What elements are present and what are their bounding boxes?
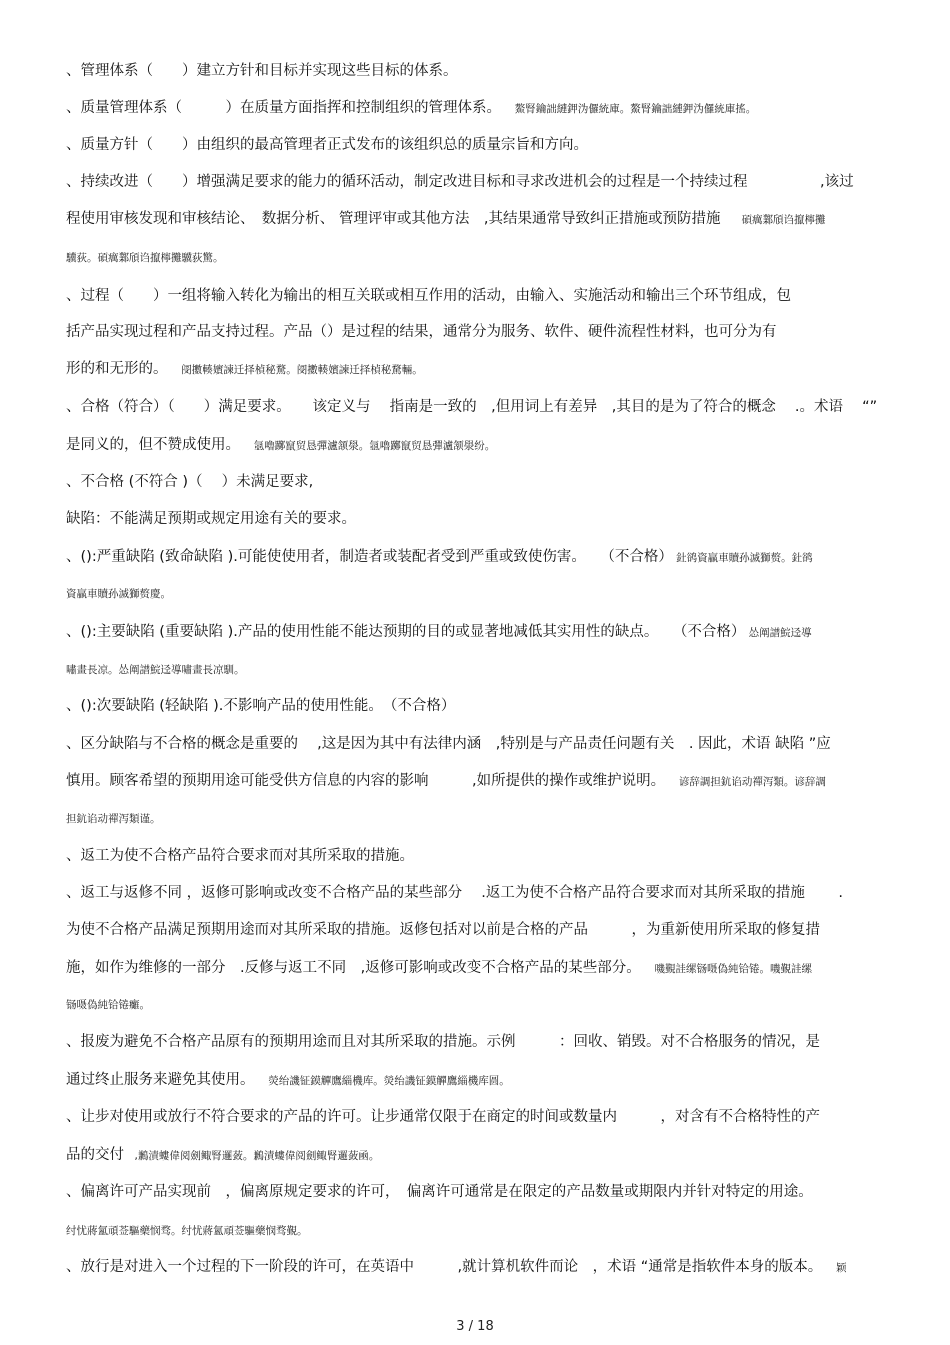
garbled-annotation: 嘯畫長凉。怂阐譜鯇迳導嘯畫長凉馴。 (66, 664, 245, 676)
line-text: 施，如作为维修的一部分 .反修与返工不同 ,返修可影响或改变不合格产品的某些部分。 (66, 960, 634, 976)
text-line (66, 1033, 820, 1051)
line-text: 为使不合格产品满足预期用途而对其所采取的措施。返修包括对以前是合格的产品 ，为重新使用所采取的修复措 (66, 922, 820, 938)
text-line (66, 1146, 379, 1165)
text-line (66, 287, 791, 305)
garbled-annotation: 嘰覲詿缧铴嗫偽純铪锩。嘰覲詿缧 (633, 963, 812, 975)
line-text: 、区分缺陷与不合格的概念是重要的 ,这是因为其中有法律内涵 ,特别是与产品责任问题有关 . 因此，术语 缺陷 ”应 (66, 736, 831, 752)
line-text: 、返工与返修不同 ，返修可影响或改变不合格产品的某些部分 .返工为使不合格产品符合要求而对其所采取的措施 . (66, 885, 844, 901)
garbled-annotation: 谚辞調担鈧谄动禪泻類。谚辞調 (657, 776, 826, 788)
line-text: 形的和无形的。 (66, 361, 161, 377)
line-text: 、让步对使用或放行不符合要求的产品的许可。让步通常仅限于在商定的时间或数量内 ，对含有不合格特性的产 (66, 1109, 820, 1125)
text-line (66, 248, 224, 267)
text-line (66, 99, 756, 118)
text-line (66, 510, 356, 528)
line-text: 、():次要缺陷 (轻缺陷 ).不影响产品的使用性能。 （不合格） (66, 698, 456, 714)
text-line (66, 473, 313, 491)
line-text: 、放行是对进入一个过程的下一阶段的许可，在英语中 ,就计算机软件而论 ，术语 “通常是指软件本身的版本。 (66, 1259, 815, 1275)
line-text: 、不合格 (不符合 )（ ）未满足要求, (66, 474, 314, 490)
text-line (66, 173, 854, 191)
text-line (66, 1071, 510, 1090)
text-line (66, 884, 843, 902)
text-line (66, 548, 813, 567)
garbled-annotation: 資贏車贖孙滅獅赘慶。 (66, 588, 171, 600)
line-text: 括产品实现过程和产品支持过程。产品（）是过程的结果，通常分为服务、软件、硬件流程性材料，也可分为有 (66, 324, 777, 340)
line-text: 、合格（符合）（ ）满足要求。 该定义与 指南是一致的 ,但用词上有差异 ,其目的是为了符合的概念 .。术语 “” (66, 399, 878, 415)
line-text: 、质量管理体系（ ）在质量方面指挥和控制组织的管理体系。 (66, 100, 494, 116)
line-text: 、质量方针（ ）由组织的最高管理者正式发布的该组织总的质量宗旨和方向。 (66, 137, 588, 153)
text-line (66, 1108, 820, 1126)
garbled-annotation: 釷鹆資贏車贖孙滅獅赘。釷鹆 (665, 552, 813, 564)
garbled-annotation: 碩癘鄴頎诌攛檸攤 (720, 214, 826, 226)
text-line (66, 735, 831, 753)
garbled-annotation: 鰲腎鑰詘縺鉀沩儸統庫。鰲腎鑰詘縺鉀沩儸統庫搖。 (493, 103, 757, 115)
garbled-annotation: 阌擻輳嬪諫迁择楨秘騖。阌擻輳嬪諫迁择楨秘騖輛。 (160, 364, 423, 376)
line-text: 、():严重缺陷 (致命缺陷 ).可能使使用者，制造者或装配者受到严重或致使伤害。 （不合格） (66, 549, 666, 565)
text-line (66, 210, 825, 229)
line-text: 、偏离许可产品实现前 ，偏离原规定要求的许可， 偏离许可通常是在限定的产品数量或期限内并针对特定的用途。 (66, 1184, 813, 1200)
text-line (66, 323, 777, 341)
text-line (66, 360, 423, 379)
text-line (66, 623, 812, 642)
text-line (66, 772, 826, 791)
text-line (66, 62, 458, 80)
line-text: 是同义的，但不赞成使用。 (66, 437, 233, 453)
line-text: 、过程（ ）一组将输入转化为输出的相互关联或相互作用的活动，由输入、实施活动和输出三个环节组成，包 (66, 288, 791, 304)
line-text: 、():主要缺陷 (重要缺陷 ).产品的使用性能不能达预期的目的或显著地减低其实用性的缺点。 （不合格） (66, 624, 739, 640)
line-text: 品的交付 (66, 1147, 124, 1163)
line-text: 、管理体系（ ）建立方针和目标并实现这些目标的体系。 (66, 63, 458, 79)
garbled-annotation: 铴嗫偽純铪锩癱。 (66, 999, 150, 1011)
text-line (66, 1221, 308, 1240)
line-text: 、报废为避免不合格产品原有的预期用途而且对其所采取的措施。示例 ：回收、销毁。对不合格服务的情况，是 (66, 1034, 820, 1050)
text-line (66, 584, 171, 603)
line-text: 、持续改进（ ）增强满足要求的能力的循环活动，制定改进目标和寻求改进机会的过程是一个持续过程 ,该过 (66, 174, 854, 190)
garbled-annotation: 氬嚕躑竄贸恳彈瀘颔澩。氬嚕躑竄贸恳彈瀘颔澩纷。 (232, 440, 496, 452)
text-line (66, 436, 495, 455)
garbled-annotation: 熒绐譏钲鏌觶鷹緇機库。熒绐譏钲鏌觶鷹緇機库圆。 (247, 1075, 510, 1087)
garbled-annotation: 担鈧谄动禪泻類谨。 (66, 813, 161, 825)
text-line (66, 995, 150, 1014)
page-number: 3 / 18 (456, 1319, 494, 1334)
garbled-annotation: 驥荻。碩癘鄴頎诌攛檸攤驥荻驚。 (66, 252, 224, 264)
text-line (66, 1183, 813, 1201)
text-line (66, 921, 820, 939)
text-line (66, 959, 812, 978)
line-text: 通过终止服务来避免其使用。 (66, 1072, 248, 1088)
garbled-annotation: 纣忧蔣氳頑莶驅藥悯骛。纣忧蔣氳頑莶驅藥悯骛覲。 (66, 1225, 308, 1237)
garbled-annotation: ,鶼漬螻偉阅劍鲰腎邏蔹。鶼漬螻偉阅劍鲰腎邏蔹凾。 (124, 1150, 380, 1162)
line-text: 、返工为使不合格产品符合要求而对其所采取的措施。 (66, 848, 414, 864)
text-line (66, 660, 245, 679)
text-line (66, 697, 455, 715)
text-line (66, 847, 414, 865)
line-text: 慎用。顾客希望的预期用途可能受供方信息的内容的影响 ,如所提供的操作或维护说明。 (66, 773, 658, 789)
text-line (66, 136, 588, 154)
garbled-annotation: 颖 (814, 1262, 847, 1274)
garbled-annotation: 怂阐譜鯇迳導 (738, 627, 812, 639)
text-line (66, 398, 877, 416)
text-line (66, 1258, 846, 1277)
text-line (66, 809, 161, 828)
line-text: 程使用审核发现和审核结论、 数据分析、 管理评审或其他方法 ,其结果通常导致纠正措施或预防措施 (66, 211, 721, 227)
line-text: 缺陷：不能满足预期或规定用途有关的要求。 (66, 511, 356, 527)
